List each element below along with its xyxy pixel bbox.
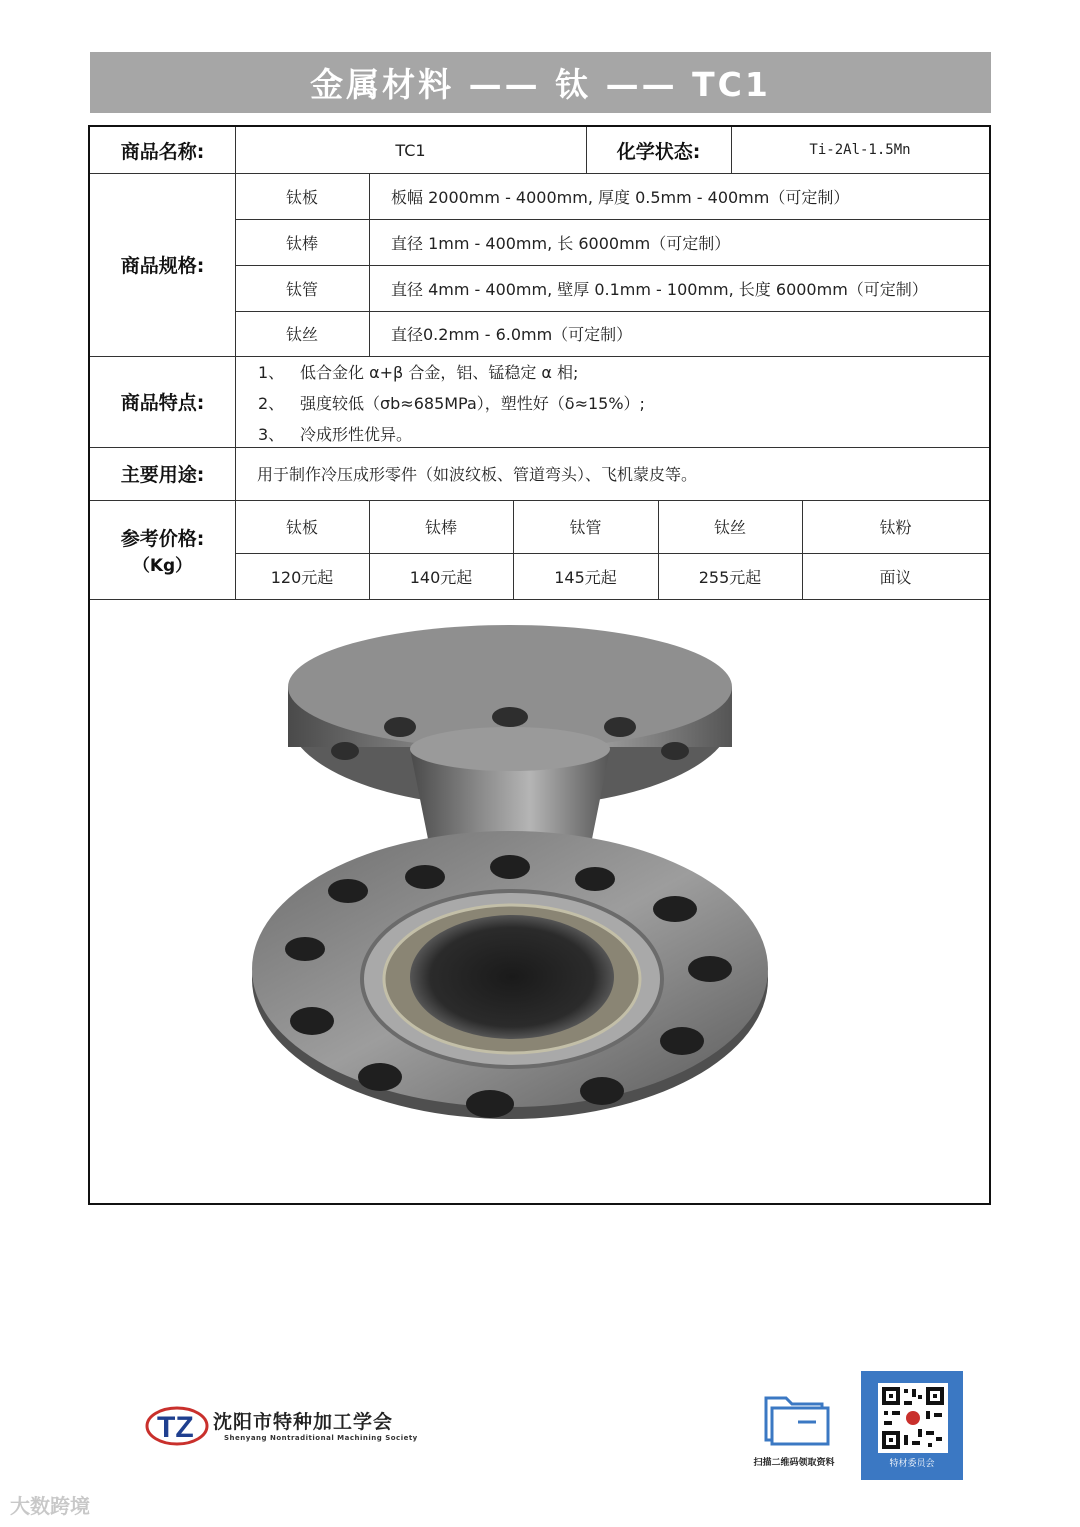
state-label: 化学状态: [616,140,701,163]
state-value: Ti-2Al-1.5Mn [809,142,911,158]
spec-item: 钛棒 [285,233,318,253]
spec-item: 钛管 [285,279,318,299]
usage-label: 主要用途: [120,464,205,486]
feature-number: 2、 [258,394,285,413]
feature-item [258,388,978,419]
spec-label: 商品规格: [120,255,205,277]
feature-text: 冷成形性优异。 [300,425,413,444]
price-value: 120元起 [270,567,334,587]
name-value: TC1 [395,140,426,160]
price-value: 面议 [879,567,912,587]
price-item: 钛管 [569,518,602,537]
feature-number: 1、 [258,363,285,382]
watermark: 大数跨境 [10,1494,90,1518]
price-item: 钛粉 [879,518,912,537]
price-unit: （Kg） [132,555,193,576]
feature-item [258,357,978,388]
feature-list [258,357,978,450]
page-title: 金属材料 —— 钛 —— TC1 [90,52,991,113]
price-value: 255元起 [698,567,762,587]
flange-photo [90,599,989,1203]
price-item: 钛板 [285,518,318,537]
spec-item: 钛丝 [285,325,318,344]
qr-code-icon [878,1383,948,1453]
feature-item [258,419,978,450]
feature-number: 3、 [258,425,285,444]
feature-label: 商品特点: [120,392,205,414]
spec-item: 钛板 [285,187,318,207]
usage-value: 用于制作冷压成形零件（如波纹板、管道弯头）、飞机蒙皮等。 [257,465,698,484]
feature-text: 低合金化 α+β 合金，铝、锰稳定 α 相; [300,363,579,382]
name-label: 商品名称: [120,140,205,163]
spec-desc: 直径 1mm - 400mm, 长 6000mm（可定制） [391,233,731,253]
org-english-name: Shenyang Nontraditional Machining Society [224,1434,418,1442]
price-value: 145元起 [554,567,617,587]
logo-text: TZ [157,1411,194,1444]
scan-qr-text: 扫描二维码领取资料 [753,1458,835,1468]
qr-caption: 特材委员会 [889,1459,935,1469]
price-value: 140元起 [409,567,473,587]
price-label: 参考价格: [120,527,205,550]
price-item: 钛棒 [424,518,457,537]
org-name: 沈阳市特种加工学会 [213,1411,394,1433]
spec-desc: 直径 4mm - 400mm, 壁厚 0.1mm - 100mm, 长度 6000mm（可定制） [391,279,928,299]
product-spec-table [88,125,991,1205]
price-item: 钛丝 [713,518,746,537]
spec-desc: 板幅 2000mm - 4000mm, 厚度 0.5mm - 400mm（可定制） [391,187,850,207]
price-label-block [90,500,235,599]
folder-icon [758,1388,832,1448]
spec-desc: 直径0.2mm - 6.0mm（可定制） [391,325,633,344]
feature-text: 强度较低（σb≈685MPa），塑性好（δ≈15%）; [300,394,645,413]
